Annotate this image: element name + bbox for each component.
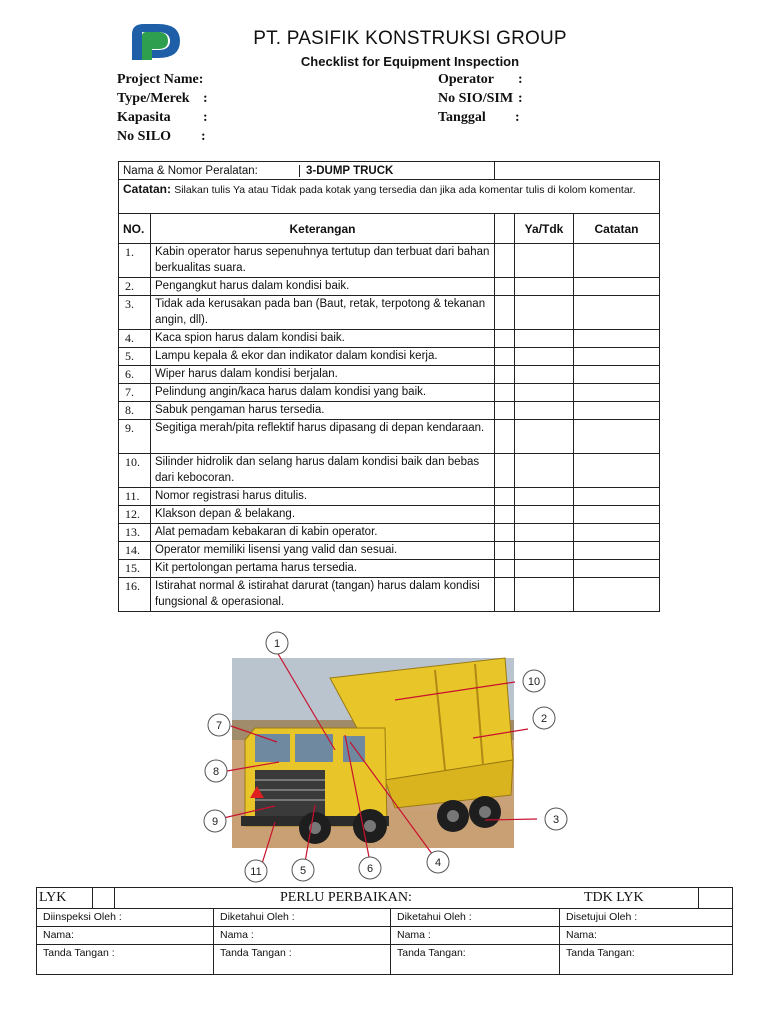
checklist-row bbox=[119, 420, 660, 454]
signoff-table bbox=[36, 887, 733, 975]
checklist-item-blank bbox=[495, 454, 515, 488]
checklist-item-note-cell[interactable] bbox=[574, 296, 660, 330]
signoff-name-cell[interactable] bbox=[560, 927, 733, 945]
checklist-item-number: 14. bbox=[119, 542, 151, 560]
checklist-row bbox=[119, 560, 660, 578]
checklist-item-yes-no-cell[interactable] bbox=[515, 578, 574, 612]
checklist-item-number: 7. bbox=[119, 384, 151, 402]
checklist-item-text: Pengangkut harus dalam kondisi baik. bbox=[151, 278, 495, 296]
callout-number: 4 bbox=[434, 857, 442, 869]
callout-number: 8 bbox=[212, 766, 220, 778]
signoff-signature-label: Tanda Tangan : bbox=[220, 947, 292, 959]
checklist-item-note-cell[interactable] bbox=[574, 244, 660, 278]
callout-number: 1 bbox=[273, 638, 281, 650]
dump-truck-diagram bbox=[195, 630, 575, 888]
company-logo bbox=[128, 20, 184, 62]
checklist-item-number: 15. bbox=[119, 560, 151, 578]
checklist-item-note-cell[interactable] bbox=[574, 578, 660, 612]
checklist-item-number: 3. bbox=[119, 296, 151, 330]
checklist-items bbox=[119, 244, 660, 612]
checklist-item-note-cell[interactable] bbox=[574, 330, 660, 348]
meta-project-name-label: Project Name: bbox=[117, 72, 204, 87]
signoff-signature-cell[interactable] bbox=[214, 945, 391, 975]
checklist-item-note-cell[interactable] bbox=[574, 524, 660, 542]
instructions-cell bbox=[119, 180, 660, 214]
checklist-item-yes-no-cell[interactable] bbox=[515, 506, 574, 524]
signoff-row bbox=[37, 909, 733, 927]
status-tdk-box[interactable] bbox=[699, 888, 733, 909]
checklist-item-number: 10. bbox=[119, 454, 151, 488]
checklist-item-note-cell[interactable] bbox=[574, 348, 660, 366]
col-header-yes-no: Ya/Tdk bbox=[515, 214, 574, 244]
callout-number: 6 bbox=[366, 863, 374, 875]
status-row bbox=[37, 888, 733, 909]
callout-marker bbox=[427, 851, 449, 873]
callout-marker bbox=[545, 808, 567, 830]
callout-number: 10 bbox=[527, 676, 541, 688]
checklist-item-text: Tidak ada kerusakan pada ban (Baut, retak, terpotong & tekanan angin, dll). bbox=[151, 296, 495, 330]
checklist-item-yes-no-cell[interactable] bbox=[515, 278, 574, 296]
checklist-row bbox=[119, 454, 660, 488]
callout-number: 7 bbox=[215, 720, 223, 732]
signoff-name-label: Nama: bbox=[43, 929, 74, 941]
checklist-item-blank bbox=[495, 278, 515, 296]
signoff-signature-label: Tanda Tangan : bbox=[43, 947, 115, 959]
checklist-item-text: Lampu kepala & ekor dan indikator dalam kondisi kerja. bbox=[151, 348, 495, 366]
inspection-checklist-table bbox=[118, 161, 660, 612]
checklist-item-note-cell[interactable] bbox=[574, 384, 660, 402]
equipment-name-label-cell bbox=[119, 162, 495, 180]
callout-marker bbox=[292, 859, 314, 881]
truck-photo bbox=[232, 658, 514, 848]
checklist-item-yes-no-cell[interactable] bbox=[515, 402, 574, 420]
meta-silo-label: No SILO bbox=[117, 129, 172, 144]
checklist-item-text: Sabuk pengaman harus tersedia. bbox=[151, 402, 495, 420]
checklist-item-yes-no-cell[interactable] bbox=[515, 244, 574, 278]
checklist-item-text: Nomor registrasi harus ditulis. bbox=[151, 488, 495, 506]
callout-marker bbox=[523, 670, 545, 692]
checklist-header-row bbox=[119, 214, 660, 244]
checklist-item-yes-no-cell[interactable] bbox=[515, 488, 574, 506]
checklist-item-note-cell[interactable] bbox=[574, 488, 660, 506]
callout-number: 11 bbox=[250, 866, 262, 878]
equipment-name-value: 3-DUMP TRUCK bbox=[299, 165, 393, 177]
checklist-item-yes-no-cell[interactable] bbox=[515, 348, 574, 366]
checklist-item-blank bbox=[495, 524, 515, 542]
col-header-description: Keterangan bbox=[151, 214, 495, 244]
meta-sio-label: No SIO/SIM bbox=[438, 91, 514, 106]
signoff-signature-label: Tanda Tangan: bbox=[566, 947, 635, 959]
checklist-row bbox=[119, 244, 660, 278]
checklist-row bbox=[119, 542, 660, 560]
checklist-item-number: 5. bbox=[119, 348, 151, 366]
checklist-row bbox=[119, 488, 660, 506]
checklist-item-number: 12. bbox=[119, 506, 151, 524]
signoff-signature-label: Tanda Tangan: bbox=[397, 947, 466, 959]
instructions-label: Catatan: bbox=[123, 182, 172, 196]
checklist-item-blank bbox=[495, 420, 515, 454]
signoff-row bbox=[37, 927, 733, 945]
checklist-item-blank bbox=[495, 578, 515, 612]
signoff-signature-cell[interactable] bbox=[391, 945, 560, 975]
signoff-name-label: Nama : bbox=[220, 929, 254, 941]
callout-marker bbox=[205, 760, 227, 782]
checklist-item-number: 1. bbox=[119, 244, 151, 278]
checklist-item-note-cell[interactable] bbox=[574, 542, 660, 560]
signoff-role-cell[interactable] bbox=[391, 909, 560, 927]
signoff-name-label: Nama: bbox=[566, 929, 597, 941]
checklist-item-yes-no-cell[interactable] bbox=[515, 296, 574, 330]
meta-type-label: Type/Merek bbox=[117, 91, 190, 106]
meta-silo-colon: : bbox=[201, 129, 206, 144]
signoff-role-cell[interactable] bbox=[214, 909, 391, 927]
callout-marker bbox=[204, 810, 226, 832]
checklist-item-blank bbox=[495, 506, 515, 524]
checklist-item-yes-no-cell[interactable] bbox=[515, 420, 574, 454]
checklist-item-text: Segitiga merah/pita reflektif harus dipasang di depan kendaraan. bbox=[151, 420, 495, 454]
checklist-item-note-cell[interactable] bbox=[574, 454, 660, 488]
signoff-name-label: Nama : bbox=[397, 929, 431, 941]
checklist-item-text: Silinder hidrolik dan selang harus dalam kondisi baik dan bebas dari kebocoran. bbox=[151, 454, 495, 488]
checklist-row bbox=[119, 384, 660, 402]
checklist-item-blank bbox=[495, 296, 515, 330]
instructions-text: Silakan tulis Ya atau Tidak pada kotak yang tersedia dan jika ada komentar tulis di kolom komentar. bbox=[174, 184, 636, 196]
signoff-role-cell[interactable] bbox=[560, 909, 733, 927]
meta-capacity-colon: : bbox=[203, 110, 208, 125]
status-lyk-label: LYK bbox=[37, 888, 93, 909]
col-header-no: NO. bbox=[119, 214, 151, 244]
signoff-role-label: Disetujui Oleh : bbox=[566, 911, 638, 923]
checklist-item-blank bbox=[495, 560, 515, 578]
checklist-item-blank bbox=[495, 330, 515, 348]
company-name: PT. PASIFIK KONSTRUKSI GROUP bbox=[253, 28, 567, 49]
signoff-role-label: Diketahui Oleh : bbox=[397, 911, 472, 923]
checklist-item-text: Klakson depan & belakang. bbox=[151, 506, 495, 524]
checklist-item-blank bbox=[495, 542, 515, 560]
checklist-item-text: Wiper harus dalam kondisi berjalan. bbox=[151, 366, 495, 384]
checklist-item-blank bbox=[495, 244, 515, 278]
checklist-item-yes-no-cell[interactable] bbox=[515, 366, 574, 384]
checklist-item-text: Kit pertolongan pertama harus tersedia. bbox=[151, 560, 495, 578]
callout-number: 3 bbox=[552, 814, 560, 826]
checklist-row bbox=[119, 366, 660, 384]
signoff-role-cell[interactable] bbox=[37, 909, 214, 927]
checklist-item-note-cell[interactable] bbox=[574, 420, 660, 454]
checklist-row bbox=[119, 578, 660, 612]
checklist-item-number: 6. bbox=[119, 366, 151, 384]
signoff-name-cell[interactable] bbox=[391, 927, 560, 945]
checklist-row bbox=[119, 506, 660, 524]
checklist-item-note-cell[interactable] bbox=[574, 402, 660, 420]
checklist-item-blank bbox=[495, 488, 515, 506]
meta-type-colon: : bbox=[203, 91, 208, 106]
checklist-row bbox=[119, 278, 660, 296]
checklist-item-yes-no-cell[interactable] bbox=[515, 454, 574, 488]
checklist-item-number: 11. bbox=[119, 488, 151, 506]
checklist-item-number: 16. bbox=[119, 578, 151, 612]
checklist-row bbox=[119, 524, 660, 542]
signoff-role-label: Diketahui Oleh : bbox=[220, 911, 295, 923]
signoff-signature-cell[interactable] bbox=[37, 945, 214, 975]
checklist-item-note-cell[interactable] bbox=[574, 560, 660, 578]
callout-marker bbox=[533, 707, 555, 729]
checklist-item-yes-no-cell[interactable] bbox=[515, 384, 574, 402]
callout-marker bbox=[359, 857, 381, 879]
checklist-item-note-cell[interactable] bbox=[574, 366, 660, 384]
callout-marker bbox=[266, 632, 288, 654]
checklist-item-number: 13. bbox=[119, 524, 151, 542]
meta-date-colon: : bbox=[515, 110, 520, 125]
checklist-item-blank bbox=[495, 384, 515, 402]
checklist-item-yes-no-cell[interactable] bbox=[515, 524, 574, 542]
signoff-name-cell[interactable] bbox=[37, 927, 214, 945]
checklist-item-text: Pelindung angin/kaca harus dalam kondisi yang baik. bbox=[151, 384, 495, 402]
checklist-row bbox=[119, 402, 660, 420]
meta-operator-colon: : bbox=[518, 72, 523, 87]
document-title: Checklist for Equipment Inspection bbox=[300, 54, 520, 69]
checklist-item-blank bbox=[495, 402, 515, 420]
callout-number: 2 bbox=[540, 713, 548, 725]
checklist-item-yes-no-cell[interactable] bbox=[515, 542, 574, 560]
checklist-item-text: Kaca spion harus dalam kondisi baik. bbox=[151, 330, 495, 348]
checklist-item-yes-no-cell[interactable] bbox=[515, 330, 574, 348]
checklist-item-text: Istirahat normal & istirahat darurat (tangan) harus dalam kondisi fungsional & operasional. bbox=[151, 578, 495, 612]
callout-number: 5 bbox=[299, 865, 307, 877]
checklist-item-number: 4. bbox=[119, 330, 151, 348]
checklist-row bbox=[119, 330, 660, 348]
status-not-eligible-label: TDK LYK bbox=[584, 890, 644, 905]
signoff-rows bbox=[37, 909, 733, 975]
checklist-item-note-cell[interactable] bbox=[574, 278, 660, 296]
signoff-name-cell[interactable] bbox=[214, 927, 391, 945]
col-header-notes: Catatan bbox=[574, 214, 660, 244]
checklist-item-note-cell[interactable] bbox=[574, 506, 660, 524]
signoff-role-label: Diinspeksi Oleh : bbox=[43, 911, 122, 923]
callout-marker bbox=[208, 714, 230, 736]
status-repair-label: PERLU PERBAIKAN: bbox=[280, 890, 412, 905]
checklist-item-text: Operator memiliki lisensi yang valid dan sesuai. bbox=[151, 542, 495, 560]
status-lyk-box[interactable] bbox=[93, 888, 115, 909]
checklist-item-text: Kabin operator harus sepenuhnya tertutup dan terbuat dari bahan berkualitas suara. bbox=[151, 244, 495, 278]
checklist-item-number: 9. bbox=[119, 420, 151, 454]
checklist-item-blank bbox=[495, 348, 515, 366]
meta-sio-colon: : bbox=[518, 91, 523, 106]
meta-date-label: Tanggal bbox=[438, 110, 486, 125]
checklist-row bbox=[119, 348, 660, 366]
checklist-item-number: 8. bbox=[119, 402, 151, 420]
signoff-row bbox=[37, 945, 733, 975]
signoff-signature-cell[interactable] bbox=[560, 945, 733, 975]
checklist-row bbox=[119, 296, 660, 330]
checklist-item-number: 2. bbox=[119, 278, 151, 296]
equipment-name-label: Nama & Nomor Peralatan: bbox=[123, 164, 258, 177]
callout-marker bbox=[245, 860, 267, 882]
meta-capacity-label: Kapasita bbox=[117, 110, 171, 125]
callout-number: 9 bbox=[211, 816, 219, 828]
meta-operator-label: Operator bbox=[438, 72, 494, 87]
checklist-item-yes-no-cell[interactable] bbox=[515, 560, 574, 578]
checklist-item-blank bbox=[495, 366, 515, 384]
checklist-item-text: Alat pemadam kebakaran di kabin operator. bbox=[151, 524, 495, 542]
